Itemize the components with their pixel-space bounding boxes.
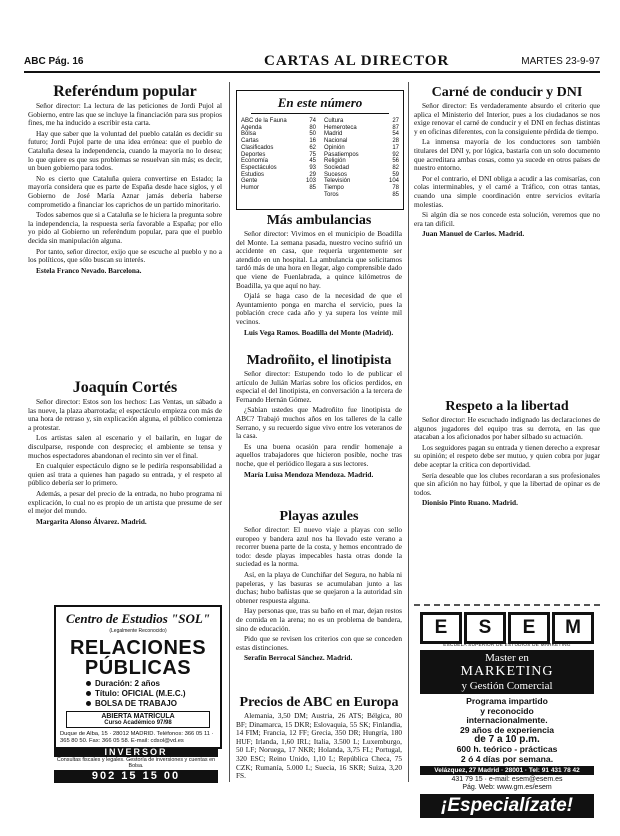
ad-enrollment-box [66, 711, 210, 728]
ad-course-year: Curso Académico 97/98 [104, 720, 172, 726]
issue-date: MARTES 23-9-97 [521, 56, 600, 67]
letter-ambulancias [236, 212, 402, 337]
divider [414, 604, 600, 606]
paragraph: ¿Sabían ustedes que Madroñito fue linotipista de ABC? Trabajó muchos años en los talleres de la calle Serrano, y su recuerdo sigue vivo entre los veteranos de la casa. [236, 405, 402, 441]
index-entry [324, 152, 399, 159]
paragraph: Todos sabemos que si a Cataluña se le hiciera la pregunta sobre la independencia, la respuesta sería favorable a España; por ello yo pido al Gobierno un referéndum popular, para que el pueblo decida sin manipulación alguna. [28, 210, 222, 245]
ad-inversor [54, 747, 218, 782]
index-page: 93 [309, 164, 316, 171]
column-rule [229, 82, 230, 782]
letter-title: Playas azules [279, 509, 359, 524]
ad-enrollment: ABIERTA MATRÍCULA [101, 713, 175, 720]
index-entry [324, 125, 399, 132]
index-section: Nacional [324, 138, 348, 145]
index-entry [241, 178, 316, 185]
signature: Juan Manuel de Carlos. Madrid. [422, 229, 525, 239]
index-page: 17 [392, 144, 399, 151]
index-section: Toros [324, 191, 339, 198]
index-entry [241, 118, 316, 125]
index-entry [324, 172, 399, 179]
index-page: 59 [392, 171, 399, 178]
letter-precios [236, 694, 402, 782]
index-page: 85 [392, 191, 399, 198]
esem-logo-letter: S [464, 612, 506, 644]
letter-respeto [414, 398, 600, 598]
ad-program-line: de 7 a 10 p.m. [474, 734, 540, 746]
letter-title: Madroñito, el linotipista [246, 353, 392, 368]
index-page: 28 [392, 138, 399, 145]
paragraph: Por tanto, señor director, exijo que se escuche al pueblo y no a los políticos, que sólo buscan su interés. [28, 246, 222, 265]
paragraph: Alemania, 3,50 DM; Austria, 26 ATS; Bélgica, 80 BF; Dinamarca, 15 DKR; Eslovaquia, 55 SK; Finlandia, 14 FIM; Francia, 12 FF; Grecia, 350 DR; Hungría, 180 HUF; Irlanda, 1,60 IRL; Italia, 3.500 L; Luxemburgo, 50 LF; Noruega, 17 NKR; Holanda, 3,75 FL; Portugal, 320 ESC; Reino Unido, 1,10 L; República Checa, 75 CZK; Rumanía, 5.000 L; Suecia, 16 SKR; Suiza, 3,20 FS. [236, 711, 402, 781]
index-entry [241, 131, 316, 138]
esem-logo [414, 612, 600, 640]
index-entry [324, 145, 399, 152]
letter-cortes [28, 378, 222, 600]
index-entry [241, 145, 316, 152]
index-page: 82 [392, 164, 399, 171]
index-page: 56 [392, 158, 399, 165]
paragraph: Así, en la playa de Cunchiñar del Segura, no había ni papeleras, y las basuras se acumulaban junto a las duchas; hubo bañistas que se quejaron a la autoridad sin obtener respuesta alguna. [236, 569, 402, 605]
letter-title: Referéndum popular [53, 83, 197, 100]
bullet-icon [86, 701, 91, 706]
paragraph: Señor director: Vivimos en el municipio de Boadilla del Monte. La semana pasada, nuestro vecino sufrió un accidente en casa, que requería urgentemente ser atendido en un hospital. La ambulancia que solicitamos tardó más de una hora en llegar, algo comprensible dado que viene de Fuenlabrada, a quince kilómetros de Boadilla, ya que aquí no hay. [236, 229, 402, 290]
index-entry [324, 118, 399, 125]
column-rule [408, 82, 409, 782]
index-page: 54 [392, 131, 399, 138]
index-page: 16 [309, 138, 316, 145]
letter-title: Precios de ABC en Europa [239, 695, 399, 710]
index-box [236, 90, 404, 210]
signature: Margarita Alonso Álvarez. Madrid. [36, 516, 147, 526]
paragraph: Los artistas salen al escenario y el bailarín, en lugar de disculparse, responde con desprecio; el ambiente se tensa y muchos espectadores abandonan el recinto sin ver el final. [28, 433, 222, 460]
index-entry [241, 185, 316, 192]
paragraph: Por el contrario, el DNI obliga a acudir a las comisarías, con colas interminables, y el carné a Tráfico, con otras tantas, cuando una simple coordinación entre servicios evitaría molestias. [414, 173, 600, 209]
paragraph: Hay personas que, tras su baño en el mar, dejan restos de comida en la arena; no es un problema de bandera, sino de educación. [236, 606, 402, 633]
ad-web: Pág. Web: www.gm.es/esem [462, 784, 552, 792]
letter-title: Joaquín Cortés [72, 379, 178, 396]
ad-feature: BOLSA DE TRABAJO [86, 699, 220, 708]
letter-title: Más ambulancias [266, 213, 372, 228]
ad-subtitle: (Legalmente Reconocido) [109, 628, 167, 634]
esem-logo-letter: M [552, 612, 594, 644]
section-title: CARTAS AL DIRECTOR [264, 53, 450, 69]
index-page: 103 [305, 178, 316, 185]
signature: Serafín Berrocal Sánchez. Madrid. [244, 653, 353, 663]
index-entry [241, 125, 316, 132]
paragraph: Si algún día se nos concede esta solución, veremos que no era tan difícil. [414, 210, 600, 228]
index-page: 50 [309, 131, 316, 138]
index-entry [324, 158, 399, 165]
index-entry [324, 178, 399, 185]
index-section: Bolsa [241, 131, 257, 138]
index-section: Cultura [324, 118, 344, 124]
ad-program-line: Programa impartido [466, 696, 548, 706]
index-entry [241, 152, 316, 159]
index-entry [241, 158, 316, 165]
signature: Luis Vega Ramos. Boadilla del Monte (Madrid). [244, 327, 394, 337]
index-page: 87 [392, 124, 399, 131]
paragraph: No es cierto que Cataluña quiera convertirse en Estado; la mayoría considera que es parte de España desde hace siglos, y el Gobierno de José María Aznar jamás debería haberse comprometido a financiar los caprichos de un partido minoritario. [28, 173, 222, 209]
index-section: Sociedad [324, 164, 350, 171]
index-title: En este número [251, 95, 389, 114]
index-section: Estudios [241, 171, 265, 178]
ad-tagline: ESCUELA SUPERIOR DE ESTUDIOS DE MARKETING [443, 642, 571, 647]
index-entry [241, 165, 316, 172]
page-number: ABC Pág. 16 [24, 56, 84, 67]
ad-feature: Duración: 2 años [86, 679, 220, 688]
esem-logo-letter: E [420, 612, 462, 644]
index-entry [241, 138, 316, 145]
index-page: 85 [309, 185, 316, 192]
index-entry [324, 192, 399, 199]
bullet-icon [86, 691, 91, 696]
index-section: ABC de la Fauna [241, 118, 287, 124]
ad-text: Consultas fiscales y legales. Gestoría de inversiones y cuentas en Bolsa. [56, 757, 216, 769]
signature: María Luisa Mendoza Mendoza. Madrid. [244, 469, 374, 479]
index-page: 74 [309, 118, 316, 124]
letter-linotipista [236, 352, 402, 502]
index-section: Deportes [241, 151, 266, 158]
index-section: Gente [241, 178, 258, 185]
signature: Estela Franco Nevado. Barcelona. [36, 265, 142, 275]
index-section: Opinión [324, 144, 345, 151]
paragraph: Señor director: La lectura de las peticiones de Jordi Pujol al Gobierno, entre las que se incluye la financiación para sus propios fines, me ha inducido a escribir esta carta. [28, 101, 222, 128]
index-page: 104 [388, 178, 399, 185]
paragraph: Sería deseable que los clubes recordaran a sus profesionales que sin afición no hay fútbol, y que la libertad de opinar es de todos. [414, 470, 600, 497]
index-section: Sucesos [324, 171, 348, 178]
index-entry [324, 185, 399, 192]
ad-master-line: y Gestión Comercial [461, 680, 553, 692]
ad-phone: 902 15 15 00 [54, 770, 218, 783]
ad-centro-estudios [54, 605, 222, 749]
index-section: Tiempo [324, 185, 344, 192]
paragraph: Pido que se revisen los criterios con que se conceden estas distinciones. [236, 634, 402, 652]
index-page: 45 [309, 158, 316, 165]
signature: Dionisio Pinto Ruano. Madrid. [422, 498, 518, 508]
ad-slogan: ¡Especialízate! [420, 794, 594, 818]
ad-program [414, 697, 600, 764]
paragraph: Señor director: El nuevo viaje a playas con sello europeo y bandera azul nos ha llevado este verano a recorrer buena parte de la costa, y hemos encontrado de todo: desde playas impecables hasta otras donde la suciedad es la norma. [236, 525, 402, 569]
index-section: Religión [324, 158, 346, 165]
ad-program-line: 2 ó 4 días por semana. [460, 753, 554, 764]
paragraph: Ojalá se haga caso de la necesidad de que el Ayuntamiento ponga en marcha el servicio, pues la población crece cada año y ya supera los veinte mil vecinos. [236, 291, 402, 326]
index-right-column [324, 118, 399, 198]
index-page: 29 [309, 171, 316, 178]
letter-title: Carné de conducir y DNI [431, 85, 583, 100]
index-page: 62 [309, 144, 316, 151]
index-page: 78 [392, 185, 399, 192]
index-section: Madrid [324, 131, 343, 138]
ad-program-line: y reconocido [480, 705, 534, 716]
index-section: Humor [241, 185, 260, 192]
index-section: Clasificados [241, 144, 274, 151]
ad-program-line: 29 años de experiencia [459, 724, 555, 735]
paragraph: Además, a pesar del precio de la entrada, no hubo programa ni explicación, lo cual no es propio de un artista que presume de ser el mejor del mundo. [28, 488, 222, 516]
paragraph: Señor director: Es verdaderamente absurdo el criterio que aplica el Ministerio del Interior, pues a los ciudadanos se nos exige renovar el carné de conducir y el DNI en fechas distintas y en oficinas diferentes, con la consiguiente pérdida de tiempo. [414, 101, 600, 136]
letter-title: Respeto a la libertad [445, 399, 569, 414]
ad-address: Velázquez, 27 Madrid · 28001 · Tel: 91 431 78 42 [420, 766, 594, 775]
bullet-icon [86, 681, 91, 686]
paragraph: En cualquier espectáculo digno se le pediría responsabilidad a quien así trata a quienes han pagado su entrada, y el respeto al público debería ser lo primero. [28, 461, 222, 488]
ad-address: Duque de Alba, 15 · 28012 MADRID. Teléfonos: 366 05 11 · 365 80 50. Fax: 366 05 58. E-mail: cdsol@vd.es [60, 731, 214, 744]
index-entry [324, 131, 399, 138]
index-section: Televisión [324, 178, 351, 185]
index-left-column [241, 118, 316, 198]
paragraph: Señor director: Estos son los hechos: Las Ventas, un sábado a las nueve, la plaza abarrotada; el espectáculo empieza con más de una hora de retraso y, sin explicación alguna, el público comienza a protestar. [28, 397, 222, 432]
ad-master-line: MARKETING [460, 664, 554, 679]
index-section: Espectáculos [241, 164, 277, 171]
letter-playas [236, 508, 402, 686]
index-page: 75 [309, 151, 316, 158]
ad-program-line: internacionalmente. [466, 715, 548, 726]
index-entry [241, 172, 316, 179]
esem-logo-letter: E [508, 612, 550, 644]
ad-master-box [420, 650, 594, 694]
paragraph: Los seguidores pagan su entrada y tienen derecho a expresar su opinión; el respeto debe ser mutuo, y quien cobra por jugar debe aceptar la crítica con deportividad. [414, 442, 600, 469]
paragraph: Señor director: Estupendo todo lo de publicar el artículo de Julián Marías sobre los oficios perdidos, en especial el del linotipista, en conversación a la tercera de Fernando Hernán Gómez. [236, 369, 402, 404]
index-page: 80 [309, 124, 316, 131]
ad-feature: Título: OFICIAL (M.E.C.) [86, 689, 220, 698]
letter-referendum [28, 82, 222, 304]
paragraph: La inmensa mayoría de los conductores son también titulares del DNI y, por lógica, bastaría con un solo documento que acreditara ambas cosas, como ya sucede en otros países de nuestro entorno. [414, 137, 600, 173]
ad-email: 431 79 15 · e-mail: esem@esem.es [451, 776, 563, 784]
page-header [24, 55, 600, 73]
ad-brand: Centro de Estudios "SOL" [65, 611, 211, 626]
index-section: Cartas [241, 138, 259, 145]
ad-master-line: Master en [485, 652, 529, 664]
ad-esem [414, 610, 600, 817]
ad-course: RELACIONES PÚBLICAS [69, 637, 207, 679]
letter-carne [414, 84, 600, 370]
index-page: 92 [392, 151, 399, 158]
paragraph: Señor director: He escuchado indignado las declaraciones de algunos jugadores del equipo tras su derrota, en las que atacaban a los aficionados por haber silbado su actuación. [414, 415, 600, 442]
index-section: Agenda [241, 124, 262, 131]
index-entry [324, 165, 399, 172]
index-section: Pasatiempos [324, 151, 359, 158]
index-page: 27 [392, 118, 399, 124]
index-section: Hemeroteca [324, 124, 357, 131]
ad-program-line: 600 h. teórico - prácticas [456, 743, 558, 754]
index-section: Economía [241, 158, 269, 165]
paragraph: Hay que saber que la voluntad del pueblo catalán es decidir su futuro; Jordi Pujol parte de una idea errónea: que el pueblo de Cataluña desea la independencia, cuando la mayoría no lo desea; lo que quiere es que sus problemas se resuelvan sin más; es decir, un buen gobierno para todos. [28, 128, 222, 173]
ad-title: INVERSOR [54, 747, 218, 757]
index-entry [324, 138, 399, 145]
paragraph: Es una buena ocasión para rendir homenaje a aquellos trabajadores que hicieron posible, noche tras noche, que el periódico llegara a sus lectores. [236, 441, 402, 468]
